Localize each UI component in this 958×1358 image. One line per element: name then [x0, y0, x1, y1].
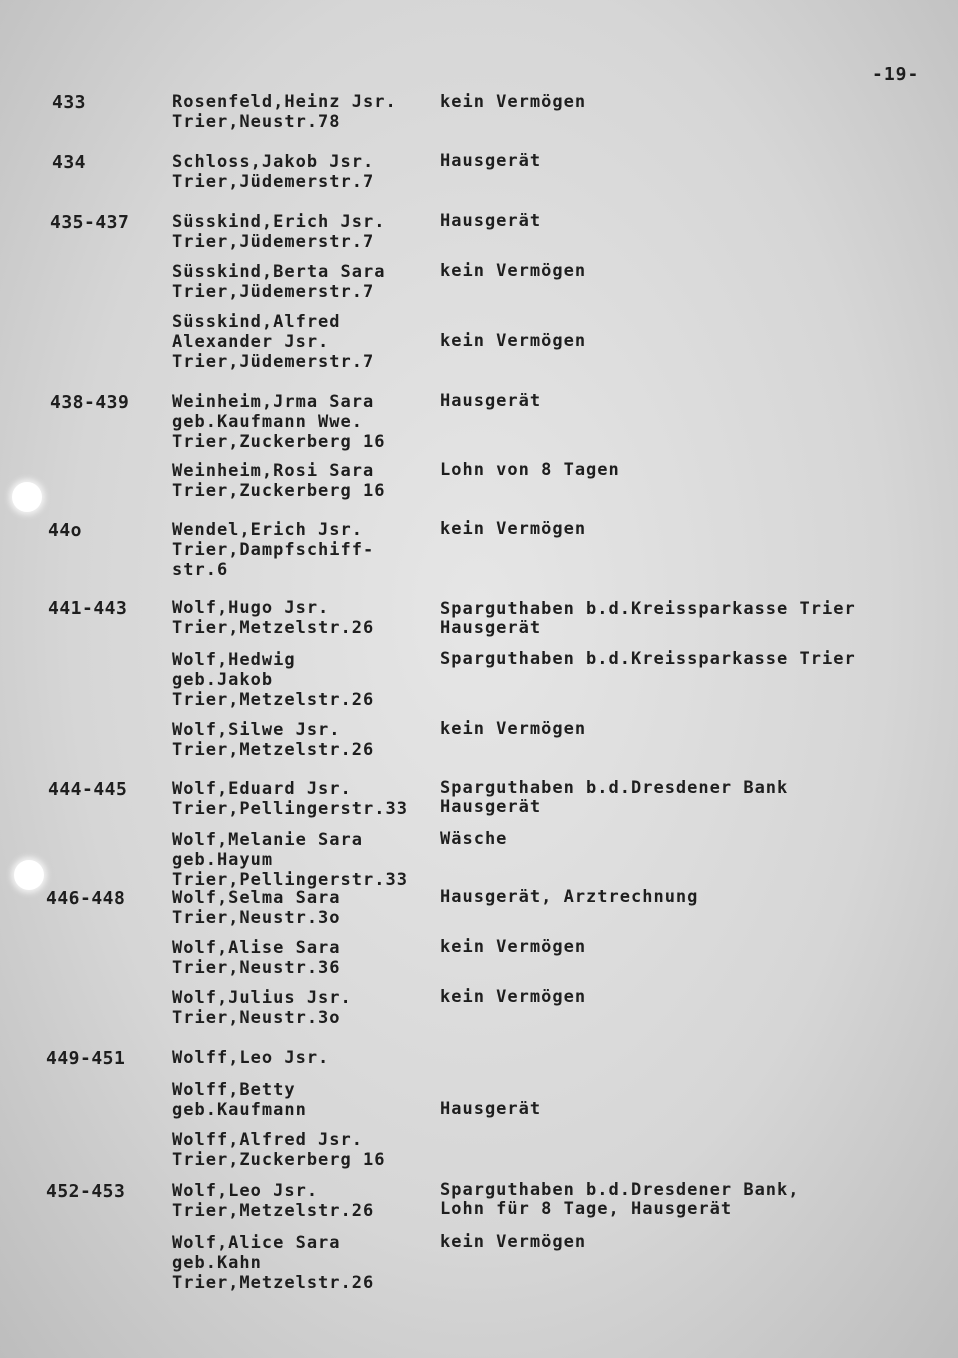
asset-entry	[440, 988, 586, 1007]
asset-entry	[440, 332, 586, 351]
entry-number: 438-439	[50, 392, 130, 413]
person-detail: Trier,Neustr.3o	[172, 1008, 341, 1028]
person-entry	[172, 461, 437, 501]
asset-entry	[440, 262, 586, 281]
asset-entry	[440, 520, 586, 539]
asset-entry	[440, 1100, 541, 1119]
person-detail: Trier,Jüdemerstr.7	[172, 172, 375, 192]
asset-entry	[440, 212, 541, 231]
person-name: Wolf,Eduard Jsr.	[172, 779, 352, 799]
person-entry	[172, 520, 437, 580]
person-entry	[172, 212, 437, 252]
person-entry	[172, 92, 437, 132]
person-detail: Trier,Metzelstr.26	[172, 690, 375, 710]
person-detail: geb.Hayum	[172, 850, 274, 870]
person-entry	[172, 830, 437, 890]
entry-number: 435-437	[50, 212, 130, 233]
person-detail: Trier,Dampfschiff-	[172, 540, 375, 560]
person-detail: Trier,Jüdemerstr.7	[172, 352, 375, 372]
asset-entry	[440, 152, 541, 171]
person-name: Wolf,Silwe Jsr.	[172, 720, 341, 740]
asset-text: Hausgerät	[440, 618, 542, 638]
person-name: Süsskind,Alfred	[172, 312, 341, 332]
person-detail: geb.Kaufmann	[172, 1100, 307, 1120]
entry-number: 434	[52, 152, 87, 173]
asset-text: Hausgerät	[440, 211, 542, 231]
person-name: Wolf,Hugo Jsr.	[172, 598, 330, 618]
asset-entry	[440, 1233, 586, 1252]
person-name: Wolf,Alice Sara	[172, 1233, 341, 1253]
asset-text: Hausgerät, Arztrechnung	[440, 887, 699, 907]
person-entry	[172, 392, 437, 452]
person-detail: Trier,Pellingerstr.33	[172, 799, 408, 819]
asset-text: kein Vermögen	[440, 261, 587, 281]
person-name: Schloss,Jakob Jsr.	[172, 152, 375, 172]
punch-hole-bottom	[14, 860, 44, 890]
person-detail: Trier,Neustr.78	[172, 112, 341, 132]
asset-text: Sparguthaben b.d.Dresdener Bank	[440, 778, 789, 798]
person-detail: Trier,Metzelstr.26	[172, 1201, 375, 1221]
person-entry	[172, 262, 437, 302]
person-detail: Trier,Zuckerberg 16	[172, 481, 386, 501]
asset-entry	[440, 938, 586, 957]
person-detail: Trier,Neustr.3o	[172, 908, 341, 928]
person-entry	[172, 1080, 437, 1120]
asset-entry	[440, 888, 698, 907]
asset-text: kein Vermögen	[440, 937, 587, 957]
person-detail: Trier,Jüdemerstr.7	[172, 282, 375, 302]
asset-text: Hausgerät	[440, 797, 542, 817]
asset-text: Hausgerät	[440, 1099, 542, 1119]
person-detail: geb.Jakob	[172, 670, 274, 690]
person-detail: Trier,Metzelstr.26	[172, 740, 375, 760]
person-detail: Trier,Zuckerberg 16	[172, 1150, 386, 1170]
entry-number: 452-453	[46, 1181, 126, 1202]
person-detail: geb.Kahn	[172, 1253, 262, 1273]
person-name: Wolf,Melanie Sara	[172, 830, 363, 850]
asset-text: kein Vermögen	[440, 519, 587, 539]
person-entry	[172, 1181, 437, 1221]
person-detail: Trier,Metzelstr.26	[172, 618, 375, 638]
person-detail: Trier,Pellingerstr.33	[172, 870, 408, 890]
asset-entry	[440, 392, 541, 411]
person-entry	[172, 888, 437, 928]
person-entry	[172, 779, 437, 819]
asset-text: Hausgerät	[440, 391, 542, 411]
person-entry	[172, 598, 437, 638]
entry-number: 441-443	[48, 598, 128, 619]
person-entry	[172, 988, 437, 1028]
person-detail: str.6	[172, 560, 229, 580]
person-detail: Trier,Zuckerberg 16	[172, 432, 386, 452]
asset-text: Hausgerät	[440, 151, 542, 171]
asset-entry	[440, 650, 856, 669]
person-name: Wolff,Leo Jsr.	[172, 1048, 330, 1068]
punch-hole-top	[12, 482, 42, 512]
person-name: Wolf,Julius Jsr.	[172, 988, 352, 1008]
person-entry	[172, 312, 437, 372]
asset-text: Lohn von 8 Tagen	[440, 460, 620, 480]
person-name: Rosenfeld,Heinz Jsr.	[172, 92, 397, 112]
person-detail: Trier,Neustr.36	[172, 958, 341, 978]
asset-text: Sparguthaben b.d.Dresdener Bank,	[440, 1180, 800, 1200]
person-entry	[172, 1130, 437, 1170]
person-entry	[172, 1233, 437, 1293]
asset-text: Sparguthaben b.d.Kreissparkasse Trier	[440, 649, 856, 669]
person-name: Wolf,Alise Sara	[172, 938, 341, 958]
person-entry	[172, 152, 437, 192]
person-detail: Trier,Jüdemerstr.7	[172, 232, 375, 252]
asset-entry	[440, 830, 507, 849]
person-name: Wolf,Selma Sara	[172, 888, 341, 908]
person-entry	[172, 938, 437, 978]
person-name: Wolf,Leo Jsr.	[172, 1181, 319, 1201]
asset-entry	[440, 93, 586, 112]
asset-text: kein Vermögen	[440, 719, 587, 739]
entry-number: 444-445	[48, 779, 128, 800]
person-detail: geb.Kaufmann Wwe.	[172, 412, 363, 432]
person-name: Weinheim,Jrma Sara	[172, 392, 375, 412]
person-name: Wendel,Erich Jsr.	[172, 520, 363, 540]
asset-text: Sparguthaben b.d.Kreissparkasse Trier	[440, 599, 856, 619]
asset-text: kein Vermögen	[440, 92, 587, 112]
person-name: Wolff,Alfred Jsr.	[172, 1130, 363, 1150]
entry-number: 44o	[48, 520, 83, 541]
asset-text: kein Vermögen	[440, 331, 587, 351]
person-name: Wolf,Hedwig	[172, 650, 296, 670]
entry-number: 433	[52, 92, 87, 113]
asset-entry	[440, 779, 788, 817]
asset-entry	[440, 461, 620, 480]
person-name: Wolff,Betty	[172, 1080, 296, 1100]
entry-number: 449-451	[46, 1048, 126, 1069]
asset-text: kein Vermögen	[440, 987, 587, 1007]
page-number: -19-	[872, 64, 920, 85]
person-entry	[172, 650, 437, 710]
person-name: Süsskind,Berta Sara	[172, 262, 386, 282]
asset-text: Wäsche	[440, 829, 508, 849]
entry-number: 446-448	[46, 888, 126, 909]
person-detail: Trier,Metzelstr.26	[172, 1273, 375, 1293]
person-name: Weinheim,Rosi Sara	[172, 461, 375, 481]
person-name: Süsskind,Erich Jsr.	[172, 212, 386, 232]
person-detail: Alexander Jsr.	[172, 332, 330, 352]
asset-text: Lohn für 8 Tage, Hausgerät	[440, 1199, 733, 1219]
asset-entry	[440, 720, 586, 739]
asset-text: kein Vermögen	[440, 1232, 587, 1252]
asset-entry	[440, 1181, 800, 1219]
person-entry	[172, 720, 437, 760]
person-entry	[172, 1048, 437, 1068]
asset-entry	[440, 600, 856, 638]
